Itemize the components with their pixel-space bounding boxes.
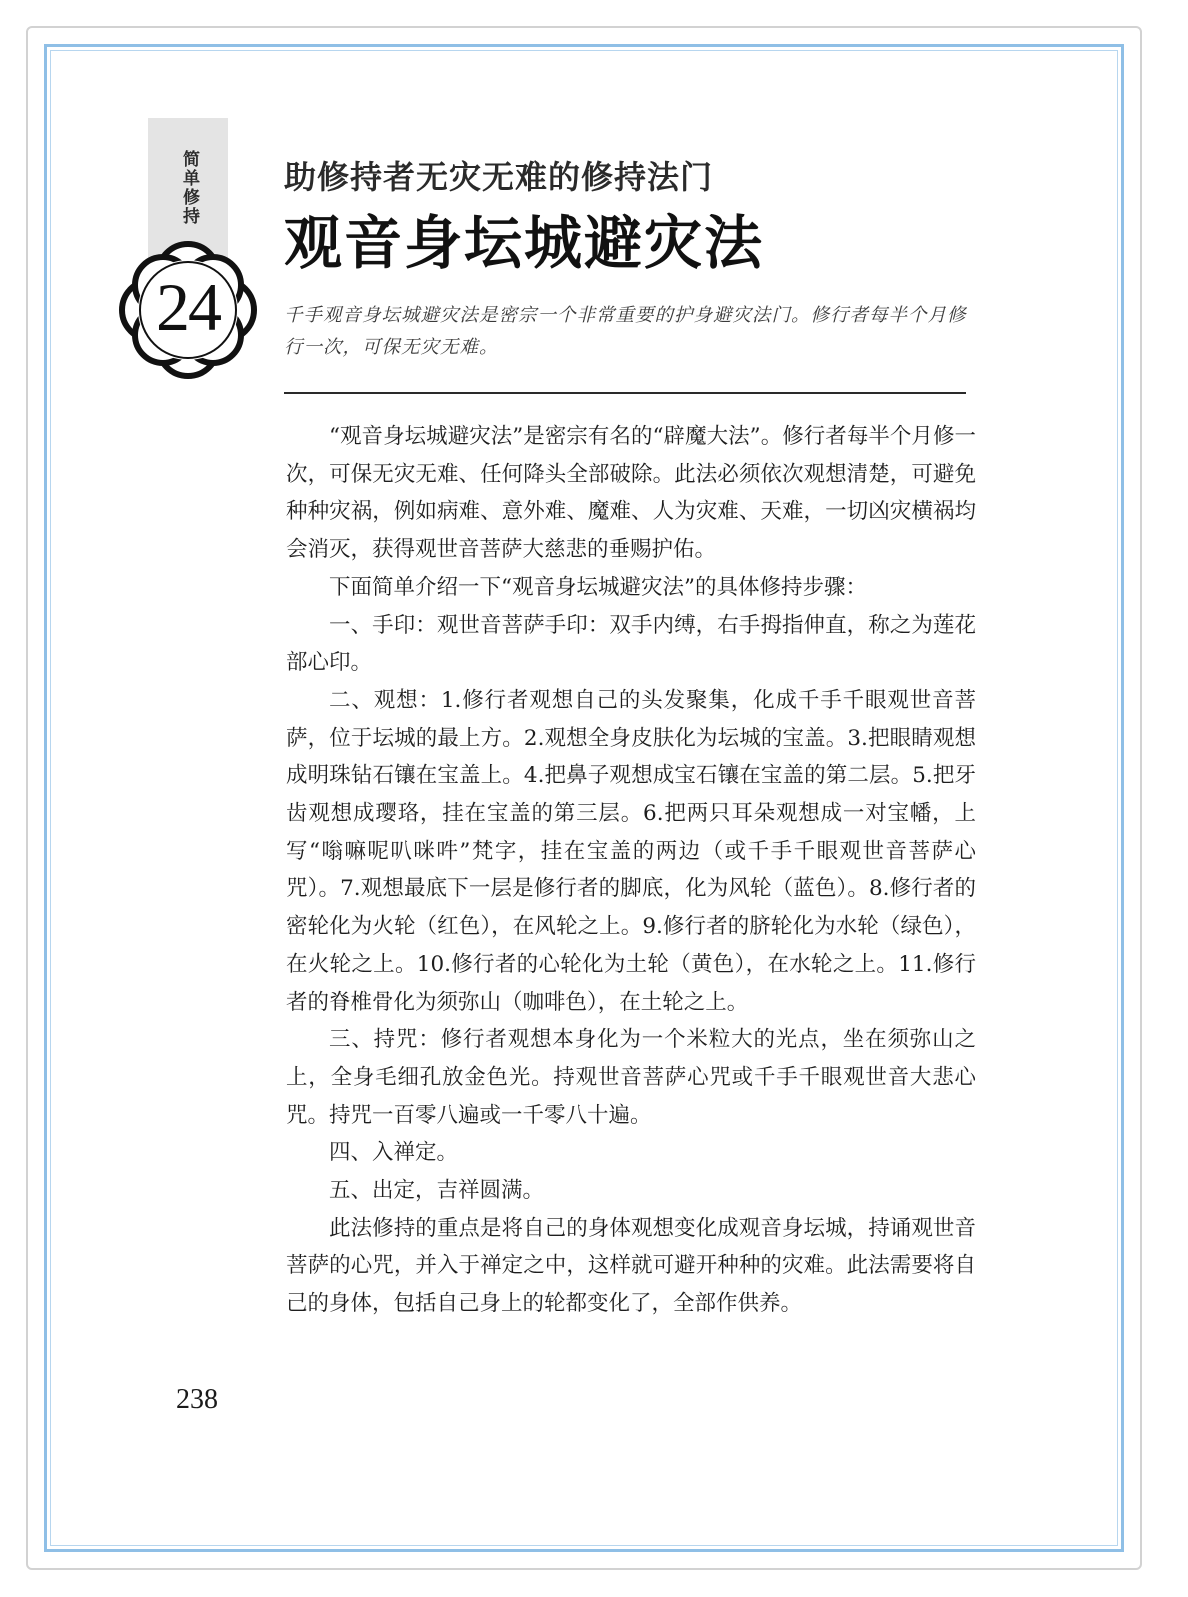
- chapter-title: 观音身坛城避灾法: [284, 209, 765, 277]
- page-number: 238: [176, 1384, 218, 1415]
- header-divider: [284, 392, 966, 394]
- paragraph: 四、入禅定。: [329, 1140, 459, 1166]
- paragraph: 下面简单介绍一下“观音身坛城避灾法”的具体修持步骤：: [329, 574, 867, 600]
- paragraph: 二、观想：1.修行者观想自己的头发聚集，化成千手千眼观世音菩萨，位于坛城的最上方。2.观想全身皮肤化为坛城的宝盖。3.把眼睛观想成明珠钻石镶在宝盖上。4.把鼻子观想成宝石镶在宝盖的第二层。5.把牙齿观想成璎珞，挂在宝盖的第三层。6.把两只耳朵观想成一对宝幡，上写“嗡嘛呢叭咪吽”梵字，挂在宝盖的两边（或千手千眼观世音菩萨心咒）。7.观想最底下一层是修行者的脚底，化为风轮（蓝色）。8.修行者的密轮化为火轮（红色），在风轮之上。9.修行者的脐轮化为水轮（绿色），在火轮之上。10.修行者的心轮化为土轮（黄色），在水轮之上。11.修行者的脊椎骨化为须弥山（咖啡色），在土轮之上。: [286, 687, 976, 1015]
- chapter-number: 24: [156, 269, 220, 345]
- body-text: [286, 418, 976, 1323]
- paragraph: 三、持咒：修行者观想本身化为一个米粒大的光点，坐在须弥山之上，全身毛细孔放金色光。持观世音菩萨心咒或千手千眼观世音大悲心咒。持咒一百零八遍或一千零八十遍。: [286, 1027, 976, 1128]
- paragraph: 五、出定，吉祥圆满。: [329, 1178, 545, 1204]
- chapter-subtitle: 助修持者无灾无难的修持法门: [284, 158, 714, 196]
- paragraph: 此法修持的重点是将自己的身体观想变化成观音身坛城，持诵观世音菩萨的心咒，并入于禅定之中，这样就可避开种种的灾难。此法需要将自己的身体，包括自己身上的轮都变化了，全部作供养。: [286, 1215, 976, 1317]
- paragraph: “观音身坛城避灾法”是密宗有名的“辟魔大法”。修行者每半个月修一次，可保无灾无难、任何降头全部破除。此法必须依次观想清楚，可避免种种灾祸，例如病难、意外难、魔难、人为灾难、天难，一切凶灾横祸均会消灭，获得观世音菩萨大慈悲的垂赐护佑。: [286, 424, 976, 563]
- chapter-summary: 千手观音身坛城避灾法是密宗一个非常重要的护身避灾法门。修行者每半个月修行一次，可保无灾无难。: [284, 305, 967, 358]
- side-tab-label: 简单修持: [179, 150, 199, 226]
- paragraph: 一、手印：观世音菩萨手印：双手内缚，右手拇指伸直，称之为莲花部心印。: [286, 612, 976, 676]
